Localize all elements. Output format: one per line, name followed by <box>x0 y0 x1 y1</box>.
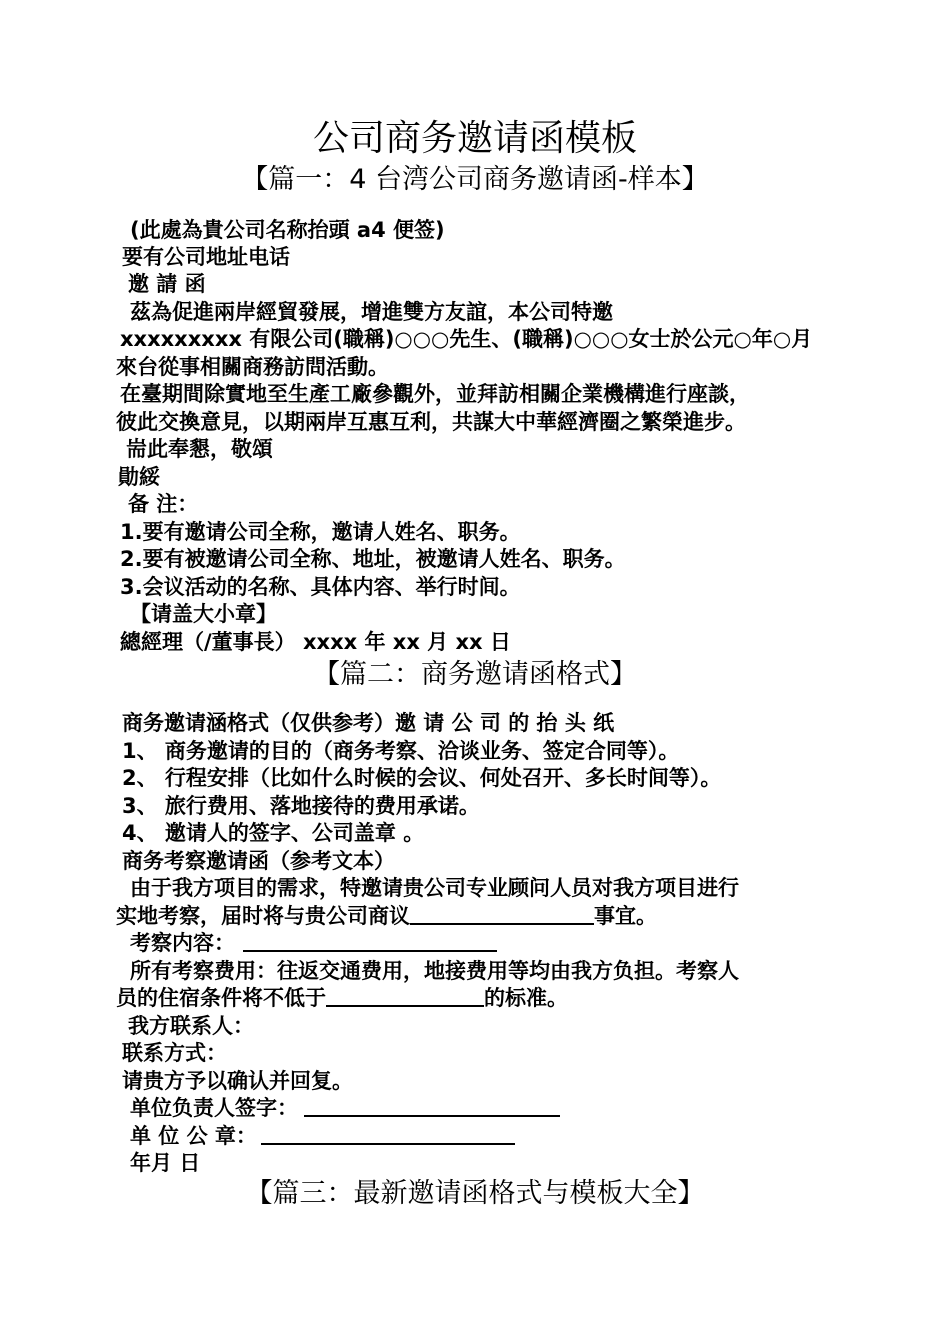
seal-field <box>130 1123 515 1149</box>
letter-heading: 邀 請 函 <box>128 272 206 296</box>
fill-in-blank[interactable] <box>243 930 497 952</box>
field-label: 单位负责人签字： <box>130 1096 298 1120</box>
letter-paragraph-line: 來台從事相關商務訪問活動。 <box>116 355 389 379</box>
section-1-heading: 【篇一：4 台湾公司商务邀请函-样本】 <box>241 164 709 195</box>
format-item: 4、 邀请人的签字、公司盖章 。 <box>122 821 425 845</box>
field-label: 考察内容： <box>130 931 235 955</box>
letter-closing: 耑此奉懇，敬頌 <box>126 437 273 461</box>
format-item: 3、 旅行费用、落地接待的费用承诺。 <box>122 794 480 818</box>
format-heading: 商务邀请涵格式（仅供参考）邀 请 公 司 的 抬 头 纸 <box>122 711 615 735</box>
remark-item: 3.会议活动的名称、具体内容、举行时间。 <box>120 575 521 599</box>
reference-text: 员的住宿条件将不低于 <box>116 986 326 1010</box>
field-label: 单 位 公 章： <box>130 1124 257 1148</box>
fill-in-blank[interactable] <box>261 1123 515 1145</box>
reference-paragraph-line: 由于我方项目的需求，特邀请贵公司专业顾问人员对我方项目进行 <box>130 876 739 900</box>
field-label: 联系方式： <box>122 1041 227 1065</box>
fill-in-blank[interactable] <box>304 1095 560 1117</box>
fill-in-blank[interactable] <box>326 985 484 1007</box>
reference-text: 事宜。 <box>594 904 657 928</box>
fill-in-blank[interactable] <box>410 903 594 925</box>
reference-paragraph-line <box>116 903 657 929</box>
reference-paragraph-line: 所有考察费用：往返交通费用，地接费用等均由我方负担。考察人 <box>130 959 739 983</box>
signature-line: 總經理（/董事長） xxxx 年 xx 月 xx 日 <box>120 630 511 654</box>
section-3-heading: 【篇三：最新邀请函格式与模板大全】 <box>245 1178 705 1209</box>
format-item: 1、 商务邀请的目的（商务考察、洽谈业务、签定合同等）。 <box>122 739 680 763</box>
stamp-note: 【请盖大小章】 <box>130 602 277 626</box>
letter-paragraph-line: 茲為促進兩岸經貿發展，增進雙方友誼，本公司特邀 <box>130 300 613 324</box>
reference-paragraph-line: 请贵方予以确认并回复。 <box>122 1069 353 1093</box>
reference-text: 的标准。 <box>484 986 568 1010</box>
date-line: 年月 日 <box>130 1151 201 1175</box>
letter-closing: 勛綏 <box>118 465 160 489</box>
remark-item: 2.要有被邀请公司全称、地址，被邀请人姓名、职务。 <box>120 547 626 571</box>
document-title: 公司商务邀请函模板 <box>312 118 637 159</box>
reference-text: 实地考察，届时将与贵公司商议 <box>116 904 410 928</box>
address-note: 要有公司地址电话 <box>122 245 290 269</box>
inspection-content-line <box>130 930 497 956</box>
reference-paragraph-line <box>116 985 568 1011</box>
letter-paragraph-line: xxxxxxxxx 有限公司(職稱)○○○先生、(職稱)○○○女士於公元○年○月 <box>120 327 813 351</box>
letter-paragraph-line: 彼此交換意見，以期兩岸互惠互利，共謀大中華經濟圈之繁榮進步。 <box>116 410 746 434</box>
field-label: 我方联系人： <box>128 1014 254 1038</box>
reference-heading: 商务考察邀请函（参考文本） <box>122 849 395 873</box>
letterhead-note: (此處為貴公司名称抬頭 a4 便签) <box>130 218 445 242</box>
remark-item: 1.要有邀请公司全称，邀请人姓名、职务。 <box>120 520 521 544</box>
remarks-heading: 备 注： <box>128 492 199 516</box>
section-2-heading: 【篇二：商务邀请函格式】 <box>313 659 637 690</box>
letter-paragraph-line: 在臺期間除實地至生產工廠參觀外，並拜訪相關企業機構進行座談， <box>120 382 750 406</box>
signature-field <box>130 1095 560 1121</box>
format-item: 2、 行程安排（比如什么时候的会议、何处召开、多长时间等）。 <box>122 766 722 790</box>
